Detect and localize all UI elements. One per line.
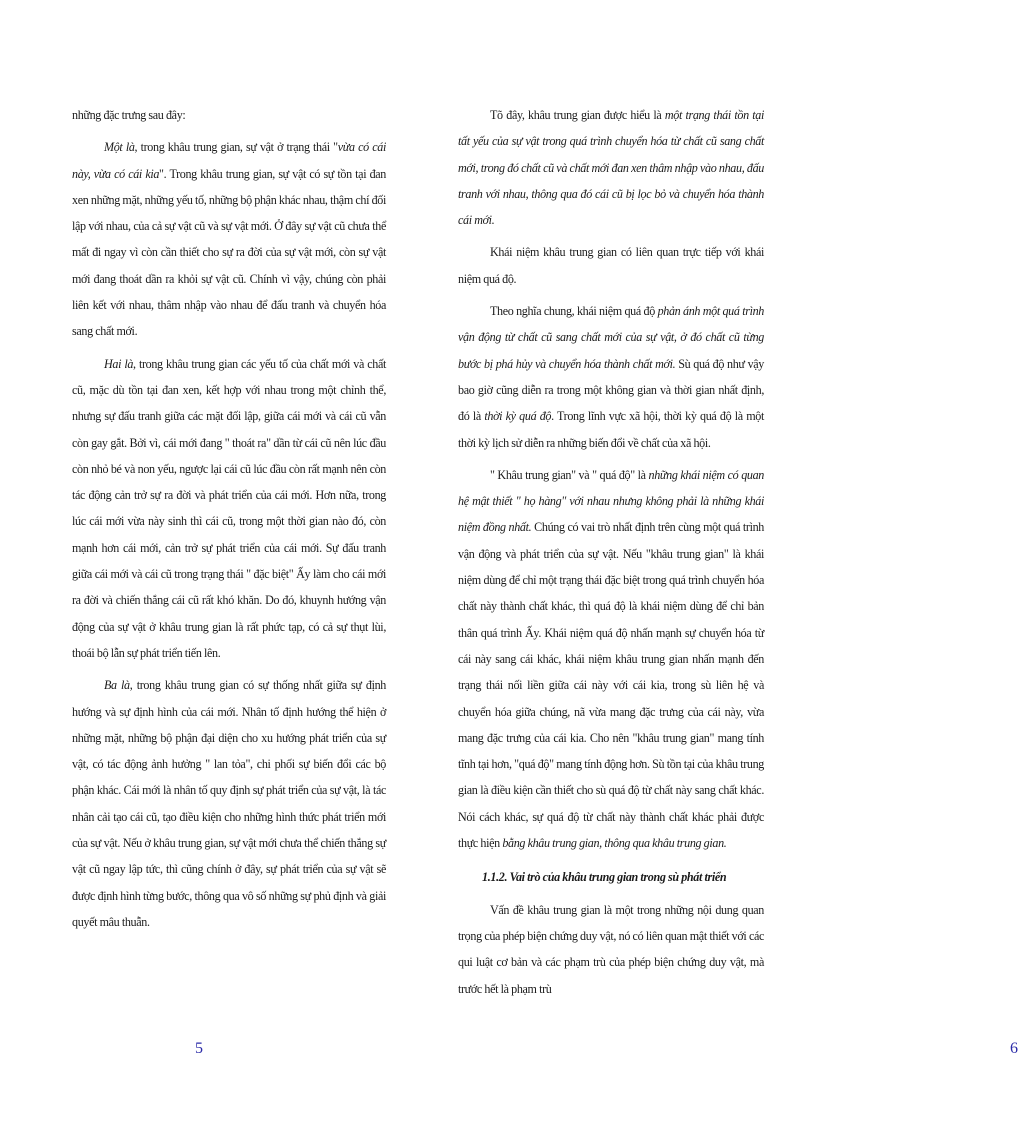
italic-run: những khái niệm có quan hệ mật thiết " họ hàng" với nhau nhưng không phải là những khái niệm đồng nhất.: [458, 467, 764, 535]
text-run: . Trong lĩnh vực xã hội, thời kỳ quá độ là một thời kỳ lịch sử diễn ra những biến đổi về chất của xã hội.: [458, 409, 765, 450]
page-number: 5: [195, 1040, 203, 1057]
paragraph-ba-la: [72, 672, 386, 935]
right-page: [408, 0, 1018, 1123]
right-text-column: [458, 102, 764, 1002]
text-run: Tõ đây, khâu trung gian được hiểu là: [490, 108, 665, 122]
italic-run: bằng khâu trung gian, thông qua khâu trung gian.: [502, 836, 727, 851]
text-run: " Khâu trung gian" và " quá độ" là: [490, 467, 649, 482]
paragraph: Vấn đề khâu trung gian là một trong những nội dung quan trọng của phép biện chứng duy vật, nó có liên quan mật thiết với các qui luật cơ bản và các phạm trù của phép biện chứng duy vật, mà trước hết là phạm trù: [458, 902, 764, 996]
italic-run: Một là: [104, 140, 135, 155]
section-heading: 1.1.2. Vai trò của khâu trung gian trong sù phát triển: [482, 870, 727, 885]
left-text-column: [72, 102, 386, 935]
text-run: , trong khâu trung gian các yếu tố của chất mới và chất cũ, mặc dù tồn tại đan xen, kết hợp với nhau trong một chỉnh thể, nhưng sự đấu tranh giữa các mặt đối lập, giữa cái mới và cái cũ vẫn còn gay gắt. Bởi vì, cái mới đang " thoát ra" dần từ cái cũ nên lúc đầu còn nhỏ bé và non yếu, ngược lại cái cũ lúc đầu còn rất mạnh nên còn tác động cản trở sự ra đời và phát triển của cái mới. Hơn nữa, trong lúc cái mới vừa này sinh thì cái cũ, trong một thời gian nào đó, còn mạnh hơn cái mới, cản trở sự phát triển của cái mới. Sự đấu tranh giữa cái mới và cái cũ trong trạng thái " đặc biệt" Ấy làm cho cái mới ra đời và chiến thắng cái cũ rất khó khăn. Do đó, khuynh hướng vận động của sự vật ở khâu trung gian là rất phức tạp, có cả sự thụt lùi, thoái bộ lẫn sự phát triển tiến lên.: [72, 356, 386, 660]
paragraph-hai-la: [72, 351, 386, 667]
paragraph-definition: [458, 102, 764, 233]
text-run: Chúng có vai trò nhất định trên cùng một quá trình vận động và phát triển của sự vật. Nếu "khâu trung gian" là khái niệm dùng để chỉ một trạng thái đặc biệt trong quá trình chuyển hóa chất này thành chất khác, thì quá độ là khái niệm dùng để chỉ bản thân quá trình Ấy. Khái niệm quá độ nhấn mạnh sự chuyển hóa từ cái này sang cái khác, khái niệm khâu trung gian nhấn mạnh đến trạng thái nối liền giữa cái này với cái kia, trong sù liên hệ và chuyển hóa giữa chúng, nã vừa mang đặc trưng của cái này, vừa mang đặc trưng của cái kia. Cho nên "khâu trung gian" mang tính tĩnh tại hơn, "quá độ" mang tính động hơn. Sù tồn tại của khâu trung gian là điều kiện cần thiết cho sù quá độ từ chất này sang chất khác. Nói cách khác, sự quá độ từ chất này thành chất khác phải được thực hiện: [458, 520, 764, 851]
text-run: Sù quá độ như vậy bao giờ cũng diễn ra trong một không gian và thời gian nhất định, đó là: [458, 356, 764, 424]
italic-run: thời kỳ quá độ: [484, 409, 552, 424]
paragraph-qua-do: [458, 298, 764, 456]
page-number: 6: [1010, 1040, 1018, 1057]
paragraph: những đặc trưng sau đây:: [72, 108, 186, 122]
italic-run: vừa có cái này, vừa có cái kia: [72, 140, 386, 181]
italic-run: Ba là: [104, 678, 130, 693]
text-run: Theo nghĩa chung, khái niệm quá độ: [490, 304, 658, 319]
italic-run: phản ánh một quá trình vận động từ chất cũ sang chất mới của sự vật, ở đó chất cũ từng bước bị phá hủy và chuyển hóa thành chất mới.: [458, 304, 764, 371]
left-page: [0, 0, 408, 1123]
text-run: ". Trong khâu trung gian, sự vật có sự tồn tại đan xen những mặt, những yếu tố, những bộ phận khác nhau, thậm chí đối lập với nhau, của cả sự vật cũ và sự vật mới. Ở đây sự vật cũ chưa thể mất đi ngay vì còn cần thiết cho sự ra đời của sự vật mới, còn sự vật mới đang thoát dần ra khỏi sự vật cũ. Chính vì vậy, chúng còn phải liên kết với nhau, thâm nhập vào nhau để đấu tranh và chuyển hóa sang chất mới.: [72, 166, 386, 339]
italic-run: một trạng thái tồn tại tất yếu của sự vật trong quá trình chuyển hóa từ chất cũ sang chất mới, trong đó chất cũ và chất mới đan xen thâm nhập vào nhau, đấu tranh với nhau, thông qua đó cái cũ bị lọc bỏ và chuyển hóa thành cái mới.: [458, 108, 764, 228]
text-run: , trong khâu trung gian, sự vật ở trạng thái ": [134, 140, 338, 155]
italic-run: Hai là: [104, 356, 134, 371]
paragraph: Khái niệm khâu trung gian có liên quan trực tiếp với khái niệm quá độ.: [458, 245, 764, 286]
paragraph-mot-la: [72, 134, 386, 344]
text-run: , trong khâu trung gian có sự thống nhất giữa sự định hướng và sự định hình của cái mới. Nhân tố định hướng thể hiện ở những mặt, những bộ phận đại diện cho xu hướng phát triển của sự vật, có tác động ảnh hưởng " lan tỏa", chi phối sự biến đổi các bộ phận khác. Cái mới là nhân tố quy định sự phát triển của sự vật, là tác nhân cải tạo cái cũ, tạo điều kiện cho những hình thức phát triển mới của sự vật. Nếu ở khâu trung gian, sự vật mới chưa thể chiến thắng sự vật cũ ngay lập tức, thì cũng chính ở đây, sự phát triển của sự vật sẽ được định hình từng bước, thông qua vô số những sự phủ định và giải quyết mâu thuẫn.: [72, 678, 386, 929]
paragraph-comparison: [458, 462, 764, 856]
